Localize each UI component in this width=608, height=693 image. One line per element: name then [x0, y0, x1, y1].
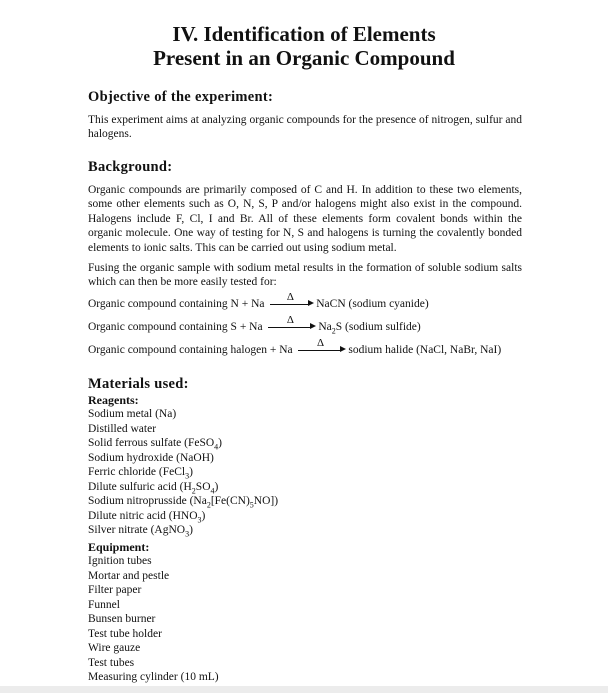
reaction-arrow-icon: Δ — [298, 349, 342, 351]
reagent-item: Sodium hydroxide (NaOH) — [88, 451, 214, 464]
equipment-item: Mortar and pestle — [88, 569, 170, 582]
background-paragraph-1: Organic compounds are primarily composed of C and H. In addition to these two elements, some other elements such as O, N, S, P and/or halogens might also exist in the compound. Halogens include F, Cl, I and Br. All of these elements form covalent bonds within the organic molecule. One way of testing for N, S and halogens is turning the covalently bonded elements to ionic salts. This can be carried out using sodium metal. — [88, 184, 522, 254]
reaction-nitrogen — [88, 291, 429, 310]
equipment-item: Wire gauze — [88, 642, 141, 654]
background-heading: Background: — [88, 159, 173, 175]
reaction-reactant: Organic compound containing S + Na — [88, 321, 263, 333]
reagent-item: Dilute nitric acid $(HNO_3)$ — [88, 509, 206, 524]
reaction-arrow-icon: Δ — [268, 326, 312, 328]
reaction-arrow-icon: Δ — [270, 303, 310, 305]
reagent-item: Solid ferrous sulfate (FeSO$_4$) — [88, 437, 223, 452]
reagent-item: Distilled water — [88, 422, 157, 435]
reaction-reactant: Organic compound containing halogen + Na — [88, 344, 293, 356]
equipment-item: Funnel — [88, 598, 120, 611]
reaction-reactant: Organic compound containing N + Na — [88, 298, 265, 310]
objective-heading: Objective of the experiment: — [88, 89, 274, 105]
equipment-item: Bunsen burner — [88, 613, 156, 625]
reagent-item: Silver nitrate (AgNO$_3$) — [88, 524, 193, 539]
page-bottom-edge — [0, 686, 608, 693]
reaction-product: sodium halide (NaCl, NaBr, NaI) — [348, 344, 502, 356]
equipment-item: Ignition tubes — [88, 555, 152, 567]
reagent-item: Ferric chloride (FeCl$_3$) — [88, 466, 193, 481]
reagent-item: Sodium metal (Na) — [88, 408, 177, 420]
reagents-heading: Reagents: — [88, 393, 139, 407]
equipment-item: Test tubes — [88, 656, 135, 669]
objective-text: This experiment aims at analyzing organic compounds for the presence of nitrogen, sulfur and halogens. — [88, 114, 522, 141]
reaction-sulfur — [88, 314, 421, 336]
equipment-item: Filter paper — [88, 584, 142, 596]
reagent-item: Sodium nitroprusside $(Na_2[Fe(CN)_5NO])$ — [88, 495, 279, 510]
materials-heading: Materials used: — [88, 376, 189, 392]
equipment-item: Measuring cylinder (10 mL) — [88, 671, 219, 683]
equipment-heading: Equipment: — [88, 540, 150, 554]
page-title-line-1: IV. Identification of Elements — [172, 22, 436, 46]
page-title-line-2: Present in an Organic Compound — [153, 46, 455, 70]
reaction-halogen — [88, 337, 502, 356]
equipment-item: Test tube holder — [88, 627, 162, 640]
reagent-item: Dilute sulfuric acid $(H_2SO_4)$ — [88, 480, 219, 495]
reaction-product: NaCN (sodium cyanide) — [316, 298, 429, 310]
background-paragraph-2: Fusing the organic sample with sodium metal results in the formation of soluble sodium salts which can then be more easily tested for: — [88, 262, 522, 289]
reaction-product: $Na_2S$ (sodium sulfide) — [318, 321, 421, 336]
